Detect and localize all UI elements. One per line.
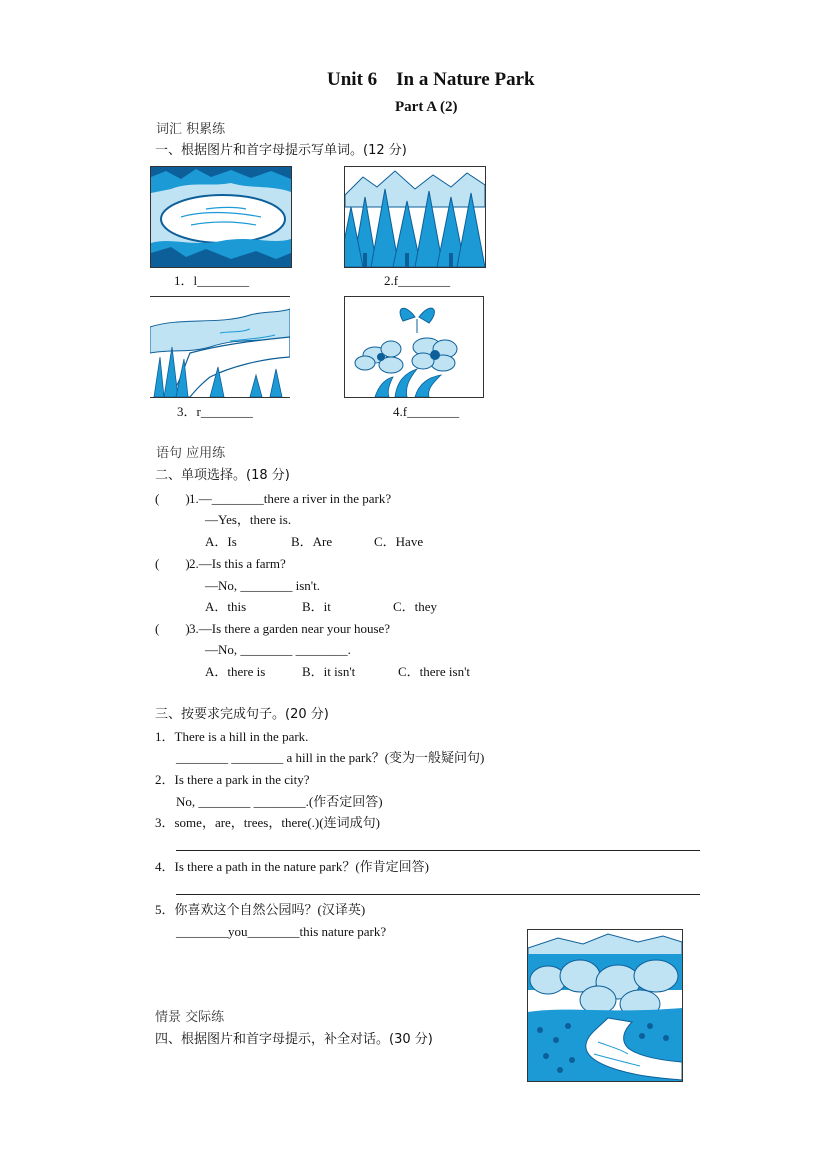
answer-line-3 (176, 850, 700, 851)
lake-icon (150, 166, 292, 268)
q3-stem: 3.—Is there a garden near your house? (189, 621, 391, 636)
p3-a5: ________you________this nature park? (176, 924, 387, 939)
p3-q5: 5．你喜欢这个自然公园吗？(汉译英) (155, 902, 366, 917)
forest-icon (344, 166, 486, 268)
q1-reply: —Yes，there is. (205, 512, 292, 527)
section-4-heading: 四、根据图片和首字母提示，补全对话。(30 分) (155, 1032, 433, 1047)
p3-q4: 4．Is there a path in the nature park？(作肯定回答) (155, 859, 430, 874)
category-vocabulary: 词汇 积累练 (156, 122, 226, 137)
p3-q1: 1．There is a hill in the park. (155, 729, 309, 744)
nature-park-icon (527, 929, 683, 1082)
category-sentences: 语句 应用练 (156, 446, 226, 461)
item-2-label: 2.f________ (384, 273, 451, 288)
p3-q2: 2．Is there a park in the city? (155, 772, 310, 787)
flower-icon (344, 296, 484, 398)
item-1-label: 1．l________ (174, 273, 250, 288)
section-2-heading: 二、单项选择。(18 分) (155, 468, 290, 483)
p3-a1: ________ ________ a hill in the park？(变为一般疑问句) (176, 750, 485, 765)
q2-paren: ( ) (155, 556, 190, 571)
item-4-label: 4.f________ (393, 404, 460, 419)
q3-option-a: A．there is (205, 664, 266, 679)
q2-stem: 2.—Is this a farm? (189, 556, 286, 571)
q2-reply: —No, ________ isn't. (205, 578, 321, 593)
page-title: Unit 6 In a Nature Park (327, 69, 535, 90)
q1-option-a: A．Is (205, 534, 237, 549)
q1-paren: ( ) (155, 491, 190, 506)
q1-option-b: B．Are (291, 534, 333, 549)
q2-option-a: A．this (205, 599, 247, 614)
q1-stem: 1.—________there a river in the park? (189, 491, 392, 506)
river-icon (150, 296, 290, 398)
q1-option-c: C．Have (374, 534, 424, 549)
page-subtitle: Part A (2) (395, 99, 458, 115)
q2-option-b: B．it (302, 599, 331, 614)
item-3-label: 3．r________ (177, 404, 253, 419)
category-dialogue: 情景 交际练 (155, 1010, 225, 1025)
q3-reply: —No, ________ ________. (205, 642, 351, 657)
q3-paren: ( ) (155, 621, 190, 636)
q2-option-c: C．they (393, 599, 438, 614)
p3-a2: No, ________ ________.(作否定回答) (176, 794, 383, 809)
q3-option-c: C．there isn't (398, 664, 471, 679)
q3-option-b: B．it isn't (302, 664, 356, 679)
answer-line-4 (176, 894, 700, 895)
p3-q3: 3．some，are，trees，there(.)(连词成句) (155, 815, 380, 830)
section-3-heading: 三、按要求完成句子。(20 分) (155, 707, 329, 722)
section-1-heading: 一、根据图片和首字母提示写单词。(12 分) (155, 143, 407, 158)
